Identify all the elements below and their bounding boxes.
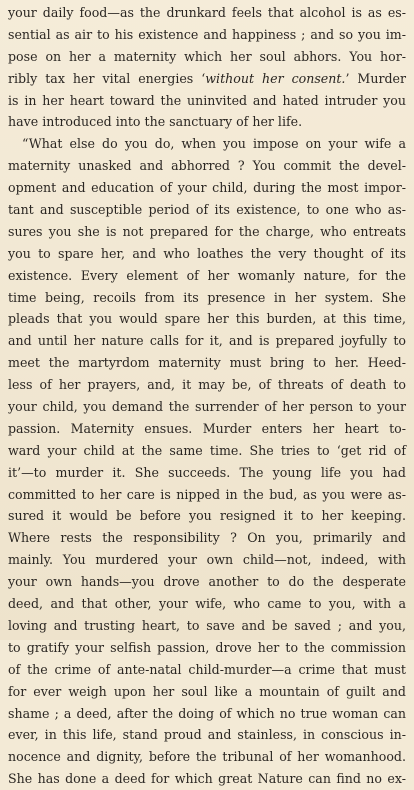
text-line: loving and trusting heart, to save and be saved ; and you, (8, 617, 406, 633)
text-line: it’—to murder it. She succeeds. The young life you had (8, 464, 406, 480)
text-line: your child, you demand the surrender of her person to your (8, 399, 406, 415)
text-line: is in her heart toward the uninvited and hated intruder you (8, 92, 406, 108)
text-line: and until her nature calls for it, and is prepared joyfully to (8, 333, 406, 349)
text-line: Where rests the responsibility ? On you, primarily and (8, 530, 406, 546)
text-line: She has done a deed for which great Nature can find no ex- (8, 771, 406, 787)
text-line: your daily food—as the drunkard feels that alcohol is as es- (8, 5, 406, 20)
text-line: meet the martyrdom maternity must bring to her. Heed- (8, 355, 406, 371)
text-line: existence. Every element of her womanly nature, for the (8, 267, 406, 283)
text-line: less of her prayers, and, it may be, of threats of death to (8, 377, 406, 393)
text-line: committed to her care is nipped in the bud, as you were as- (8, 486, 406, 502)
text-line: pleads that you would spare her this burden, at this time, (8, 311, 406, 327)
text-line-with-italic (8, 68, 406, 90)
text-line: opment and education of your child, during the most impor- (8, 180, 406, 196)
text-line: shame ; a deed, after the doing of which no true woman can (8, 705, 406, 721)
text-line: nocence and dignity, before the tribunal of her womanhood. (8, 749, 406, 765)
paragraph-start-line: “What else do you do, when you impose on your wife a (22, 136, 406, 152)
body-text (8, 2, 406, 790)
text-line: to gratify your selfish passion, drove her to the commission (8, 639, 406, 655)
text-line: sures you she is not prepared for the charge, who entreats (8, 223, 406, 239)
italic-phrase: without her consent. (205, 70, 346, 86)
text-segment: ’ Murder (345, 70, 406, 86)
paragraph-end-line: have introduced into the sanctuary of her life. (8, 114, 303, 130)
text-line: ever, in this life, stand proud and stainless, in conscious in- (8, 727, 406, 743)
text-line: passion. Maternity ensues. Murder enters her heart to- (8, 420, 406, 436)
text-line: pose on her a maternity which her soul abhors. You hor- (8, 48, 406, 64)
text-line: deed, and that other, your wife, who came to you, with a (8, 596, 406, 612)
text-line: mainly. You murdered your own child—not, indeed, with (8, 552, 406, 568)
text-line: you to spare her, and who loathes the very thought of its (8, 245, 406, 261)
text-line: for ever weigh upon her soul like a mountain of guilt and (8, 683, 406, 699)
text-line: sured it would be before you resigned it to her keeping. (8, 508, 406, 524)
text-segment: ribly tax her vital energies ‘ (8, 70, 206, 86)
text-line: time being, recoils from its presence in her system. She (8, 289, 406, 305)
text-line: ward your child at the same time. She tries to ‘get rid of (8, 442, 406, 458)
text-line: sential as air to his existence and happiness ; and so you im- (8, 26, 406, 42)
text-line: tant and susceptible period of its existence, to one who as- (8, 202, 406, 218)
text-line: maternity unasked and abhorred ? You commit the devel- (8, 158, 406, 174)
text-line: your own hands—you drove another to do the desperate (8, 574, 406, 590)
text-line: of the crime of ante-natal child-murder—a crime that must (8, 661, 406, 677)
